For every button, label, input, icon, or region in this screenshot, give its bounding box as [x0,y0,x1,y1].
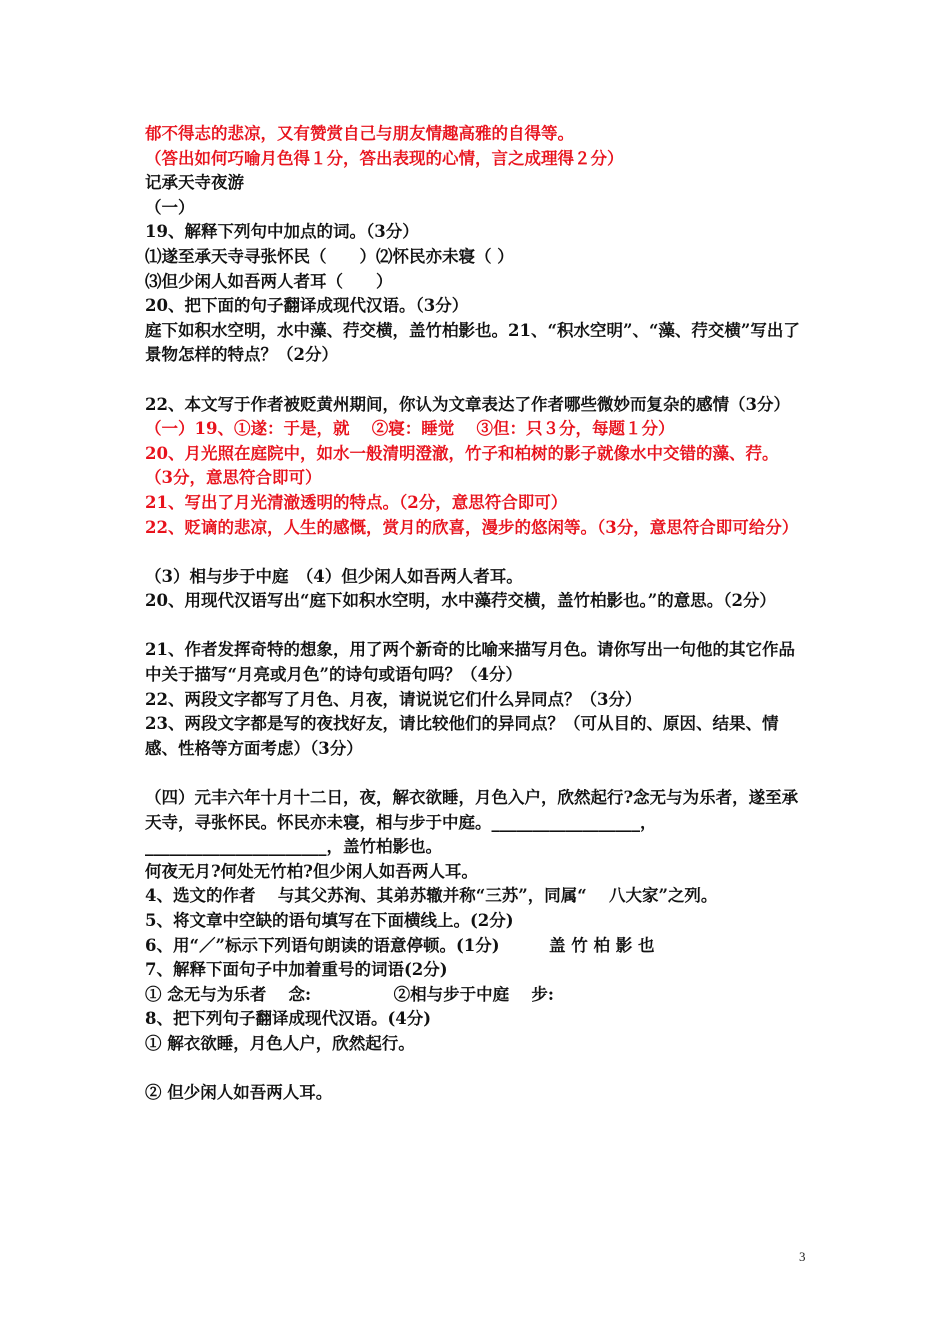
passage-four: （四）元丰六年十月十二日，夜，解衣欲睡，月色入户，欣然起行?念无与为乐者，遂至承天寺，寻张怀民。怀民亦未寝，相与步于中庭。__________________，______________________，盖竹柏影也。 [145,788,799,857]
question-20-sentence-and-question-21: 庭下如积水空明，水中藻、荇交横，盖竹柏影也。21、“积水空明”、“藻、荇交横”写出了景物怎样的特点？（2分） [145,320,800,365]
blank-line [145,614,810,639]
blank-line [145,1057,810,1082]
answer-21: 21、写出了月光清澈透明的特点。（2分，意思符合即可） [145,492,568,512]
question-20: 20、把下面的句子翻译成现代汉语。（3分） [145,296,469,316]
page-number: 3 [799,1249,806,1264]
question-19: 19、解释下列句中加点的词。（3分） [145,222,419,242]
answer-20-note: （3分，意思符合即可） [145,468,322,488]
question-22-b: 22、两段文字都写了月色、月夜，请说说它们什么异同点？（3分） [145,689,642,709]
passage-four-last-line: 何夜无月?何处无竹柏?但少闲人如吾两人耳。 [145,861,478,881]
question-19-items-1-2: ⑴遂至承天寺寻张怀民（ ）⑵怀民亦未寝（ ） [145,246,514,266]
question-21-b: 21、作者发挥奇特的想象，用了两个新奇的比喻来描写月色。请你写出一句他的其它作品中关于描写“月亮或月色”的诗句或语句吗？（4分） [145,640,795,685]
answer-text-line: 郁不得志的悲凉，又有赞赏自己与朋友情趣高雅的自得等。 [145,124,574,143]
answer-19: （一）19、①遂：于是，就 ②寝：睡觉 ③但：只３分，每题１分） [145,419,675,439]
scoring-note: （答出如何巧喻月色得１分，答出表现的心情，言之成理得２分） [145,148,624,168]
question-19-item-3: ⑶但少闲人如吾两人者耳（ ） [145,271,393,291]
question-4: 4、选文的作者 与其父苏洵、其弟苏辙并称“三苏”，同属“ 八大家”之列。 [145,886,718,906]
question-6: 6、用“／”标示下列语句朗读的语意停顿。(1分) 盖 竹 柏 影 也 [145,935,655,955]
blank-line [145,368,810,393]
section-number: （一） [145,197,195,217]
blank-line [145,540,810,565]
question-20-b: 20、用现代汉语写出“庭下如积水空明，水中藻荇交横，盖竹柏影也。”的意思。（2分） [145,591,776,611]
question-23: 23、两段文字都是写的夜找好友，请比较他们的异同点？（可从目的、原因、结果、情感、性格等方面考虑）（3分） [145,714,779,758]
blank-line [145,761,810,786]
question-8-item-2: ② 但少闲人如吾两人耳。 [145,1083,333,1103]
answer-22: 22、贬谪的悲凉，人生的感慨，赏月的欣喜，漫步的悠闲等。（3分，意思符合即可给分） [145,517,799,537]
document-body [145,122,810,1106]
question-7: 7、解释下面句子中加着重号的词语(2分) [145,960,448,980]
question-8: 8、把下列句子翻译成现代汉语。(4分) [145,1009,432,1029]
section-title: 记承天寺夜游 [145,173,244,193]
question-7-items: ① 念无与为乐者 念: ②相与步于中庭 步: [145,984,554,1004]
question-items-3-4: （3）相与步于中庭 （4）但少闲人如吾两人者耳。 [145,566,523,586]
question-22: 22、本文写于作者被贬黄州期间，你认为文章表达了作者哪些微妙而复杂的感情（3分） [145,394,790,414]
question-8-item-1: ① 解衣欲睡，月色人户，欣然起行。 [145,1033,415,1053]
answer-20: 20、月光照在庭院中，如水一般清明澄澈，竹子和柏树的影子就像水中交错的藻、荇。 [145,443,779,463]
question-5: 5、将文章中空缺的语句填写在下面横线上。(2分) [145,911,514,930]
